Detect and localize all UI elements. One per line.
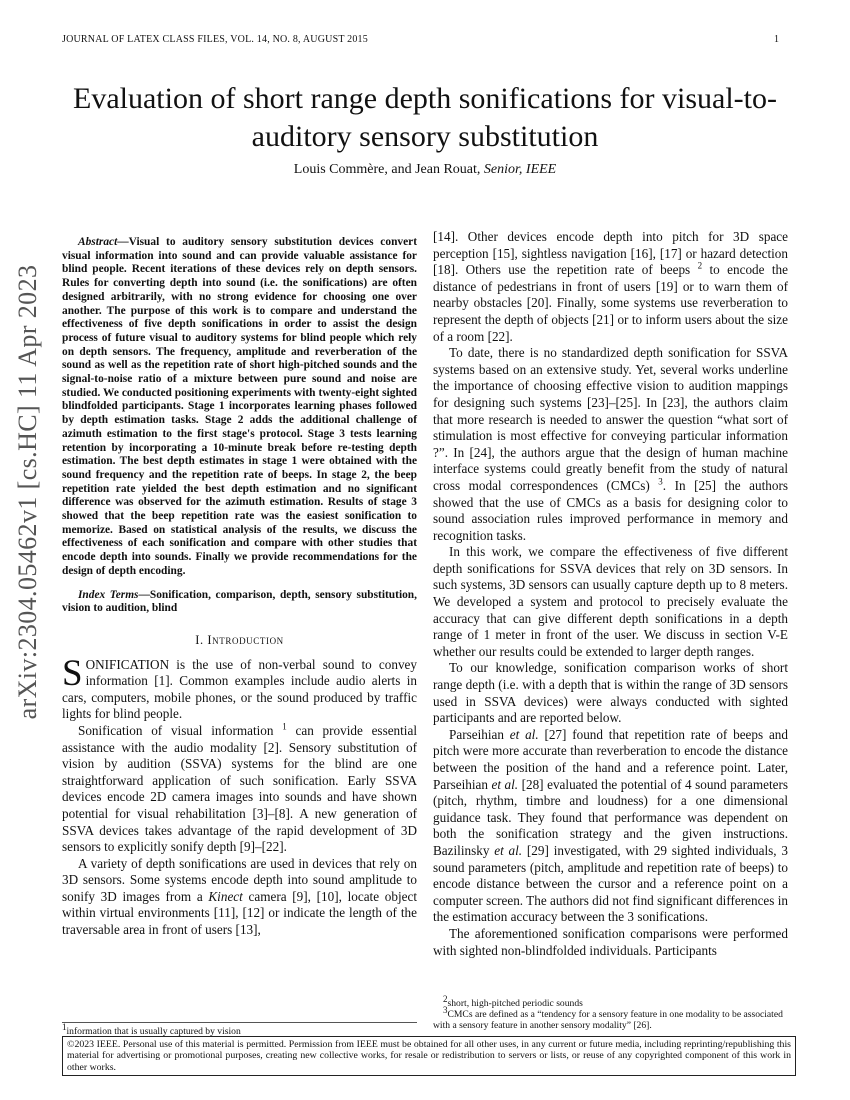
kinect-emphasis: Kinect [208, 888, 243, 904]
footnote-ref-2[interactable]: 2 [697, 260, 703, 271]
footnote-2 [433, 993, 788, 1009]
footnote-ref-1[interactable]: 1 [282, 721, 287, 732]
intro-p3-text-b: camera [9], [10], locate object within virtual environments [11], [12] or indicate the length of the traversable area in front of users [13], [62, 888, 417, 938]
section-title: Introduction [207, 632, 284, 647]
abstract-text: —Visual to auditory sensory substitution devices convert visual information into sound and can provide valuable assistance for blind people. Recent iterations of these devices rely on depth sensors. Rules for converting depth into sound (i.e. the sonifications) are often designed arbitrarily, with no strong evidence for choosing one over another. The purpose of this work is to compare and understand the effectiveness of five depth sonifications in order to assist the design process of future visual to auditory systems for blind people which rely on depth sensors. The frequency, amplitude and reverberation of the sound as well as the repetition rate of short high-pitched sounds and the signal-to-noise ratio of a mixture between pure sound and noise are studied. We conducted positioning experiments with twenty-eight sighted blindfolded participants. Stage 1 incorporates learning phases followed by depth estimation tasks. Stage 2 adds the additional challenge of azimuth estimation to the first stage's protocol. Stage 3 tests learning retention by incorporating a 10-minute break before re-testing depth estimation. The best depth estimates in stage 1 were obtained with the sound frequency and the repetition rate of beeps. In stage 2, the beep repetition rate yielded the best depth estimation and no significant difference was observed for the azimuth estimation. Results of stage 3 showed that the beep repetition rate was the easiest sonification to memorize. Based on statistical analysis of the results, we discuss the effectiveness of each sonification and compare with other studies that encode depth into sounds. Finally we provide recommendations for the design of depth encoding. [62, 236, 417, 577]
author-suffix: Senior, IEEE [483, 162, 557, 177]
footnotes-left [62, 1022, 417, 1037]
index-terms-label: Index Terms [78, 588, 139, 601]
right-p5-text-b: [27] found that repetition rate of beeps and pitch were more accurate than reverberation to encode the distance between the position of the hand and a reference point. Later, Parseihian [433, 726, 788, 792]
page-number: 1 [774, 34, 779, 45]
intro-p1-text: ONIFICATION is the use of non-verbal sound to convey information [1]. Common examples include audio alerts in cars, computers, mobile phones, or the sound produced by traffic lights for blind people. [62, 656, 417, 722]
arxiv-id: arXiv:2304.05462v1 [cs.HC] 11 Apr 2023 [13, 264, 42, 720]
abstract-label: Abstract [78, 236, 118, 248]
intro-p3-text-a: A variety of depth sonifications are used in devices that rely on 3D sensors. Some systems encode depth into sound amplitude to sonify 3D images from a [62, 855, 417, 904]
right-p2-text-a: To date, there is no standardized depth sonification for SSVA systems based on an extensive study. Yet, several works underline the importance of choosing effective vision to audition mappings for designing such systems [23]–[25]. In [23], the authors claim that more research is needed to answer the question “what sort of stimulation is most effective for conveying particular information ?”. In [24], the authors argue that the design of human machine interface systems could greatly benefit from the study of natural cross modal correspondences (CMCs) [433, 345, 788, 493]
section-heading [62, 632, 417, 649]
index-terms-text: —Sonification, comparison, depth, sensory substitution, vision to audition, blind [62, 588, 417, 615]
right-p1-text-a: [14]. Other devices encode depth into pitch for 3D space perception [15], sightless navigation [16], [17] or hazard detection [18]. Others use the repetition rate of beeps [433, 229, 788, 278]
intro-paragraph-2 [62, 723, 417, 856]
footnote-ref-3[interactable]: 3 [658, 476, 663, 487]
right-paragraph-4: To our knowledge, sonification comparison works of short range depth (i.e. with a depth that is within the range of 3D sensors used in SSVA devices) were always conducted with sighted participants and are reported below. [433, 660, 788, 726]
right-paragraph-6: The aforementioned sonification comparisons were performed with sighted non-blindfolded individuals. Participants [433, 925, 788, 958]
right-p2-text-b: . In [25] the authors showed that the use of CMCs as a basis for designing color to sound association rules improved performance in memory and recognition tasks. [433, 477, 788, 543]
footnote-3-text: CMCs are defined as a “tendency for a sensory feature in one modality to be associated with a sensory feature in another sensory modality” [26]. [433, 1009, 783, 1031]
intro-p2-text-a: Sonification of visual information [78, 722, 283, 738]
et-al-2: et al. [491, 776, 519, 792]
footnote-1-mark: 1 [62, 1021, 67, 1032]
drop-cap: S [62, 652, 83, 694]
right-paragraph-1 [433, 229, 788, 345]
paper-title: Evaluation of short range depth sonifications for visual-to-auditory sensory substitution [73, 82, 777, 153]
footnote-3 [433, 1004, 788, 1031]
intro-paragraph-1 [62, 652, 417, 723]
author-names: Louis Commère, and Jean Rouat, [293, 162, 484, 177]
running-header: JOURNAL OF LATEX CLASS FILES, VOL. 14, NO. 8, AUGUST 2015 [62, 34, 368, 45]
right-p5-text-a: Parseihian [449, 726, 510, 742]
left-column [62, 236, 417, 939]
footnote-2-mark: 2 [443, 993, 448, 1004]
right-paragraph-2 [433, 345, 788, 544]
right-column [433, 229, 788, 959]
arxiv-stamp [8, 264, 48, 720]
authors [62, 162, 788, 178]
index-terms [62, 589, 417, 616]
abstract [62, 236, 417, 579]
intro-paragraph-3 [62, 856, 417, 939]
right-paragraph-5 [433, 727, 788, 926]
footnote-3-mark: 3 [443, 1004, 448, 1015]
intro-p2-text-b: can provide essential assistance with the audio modality [2]. Sensory substitution of vision by audition (SSVA) systems for the blind are one straightforward application of such sonification. Early SSVA devices encode 2D camera images into sounds and have shown potential for visual rehabilitation [3]–[8]. A new generation of SSVA devices takes advantage of the rapid development of 3D sensors to explicitly sonify depth [9]–[22]. [62, 722, 417, 855]
right-p5-text-c: [28] evaluated the potential of 4 sound parameters (pitch, rhythm, timbre and loudness) for a one dimensional guidance task. They found that performance was dependent on both the sonification strategy and the given instructions. Bazilinsky [433, 776, 788, 858]
footnotes-right [433, 993, 788, 1031]
footnote-1-text: information that is usually captured by vision [66, 1026, 241, 1037]
copyright-notice: ©2023 IEEE. Personal use of this material is permitted. Permission from IEEE must be obtained for all other uses, in any current or future media, including reprinting/republishing this material for advertising or promotional purposes, creating new collective works, for resale or redistribution to servers or lists, or reuse of any copyrighted component of this work in other works. [62, 1036, 796, 1076]
et-al-1: et al. [509, 726, 539, 742]
right-p5-text-d: [29] investigated, with 29 sighted individuals, 3 sound parameters (pitch, amplitude and repetition rate of beeps) to encode distance between the cursor and a reference point on a computer screen. The authors did not find significant differences in the estimation accuracy between the 3 sonifications. [433, 842, 788, 925]
et-al-3: et al. [494, 842, 523, 858]
footnote-2-text: short, high-pitched periodic sounds [447, 998, 583, 1009]
right-paragraph-3: In this work, we compare the effectiveness of five different depth sonifications for SSVA devices that rely on 3D sensors. In such systems, 3D sensors can usually capture depth up to 8 meters. We developed a system and protocol to precisely evaluate the accuracy that can give different depth sonifications in a depth range of 1 meter in front of the user. We discuss in section V-E whether our results could be extended to larger depth ranges. [433, 544, 788, 659]
section-number: I. [195, 632, 208, 647]
right-p1-text-b: to encode the distance of pedestrians in front of users [19] or to warn them of nearby obstacles [20]. Finally, some systems use reverberation to represent the depth of objects [21] or to inform users about the size of a room [22]. [433, 262, 788, 344]
